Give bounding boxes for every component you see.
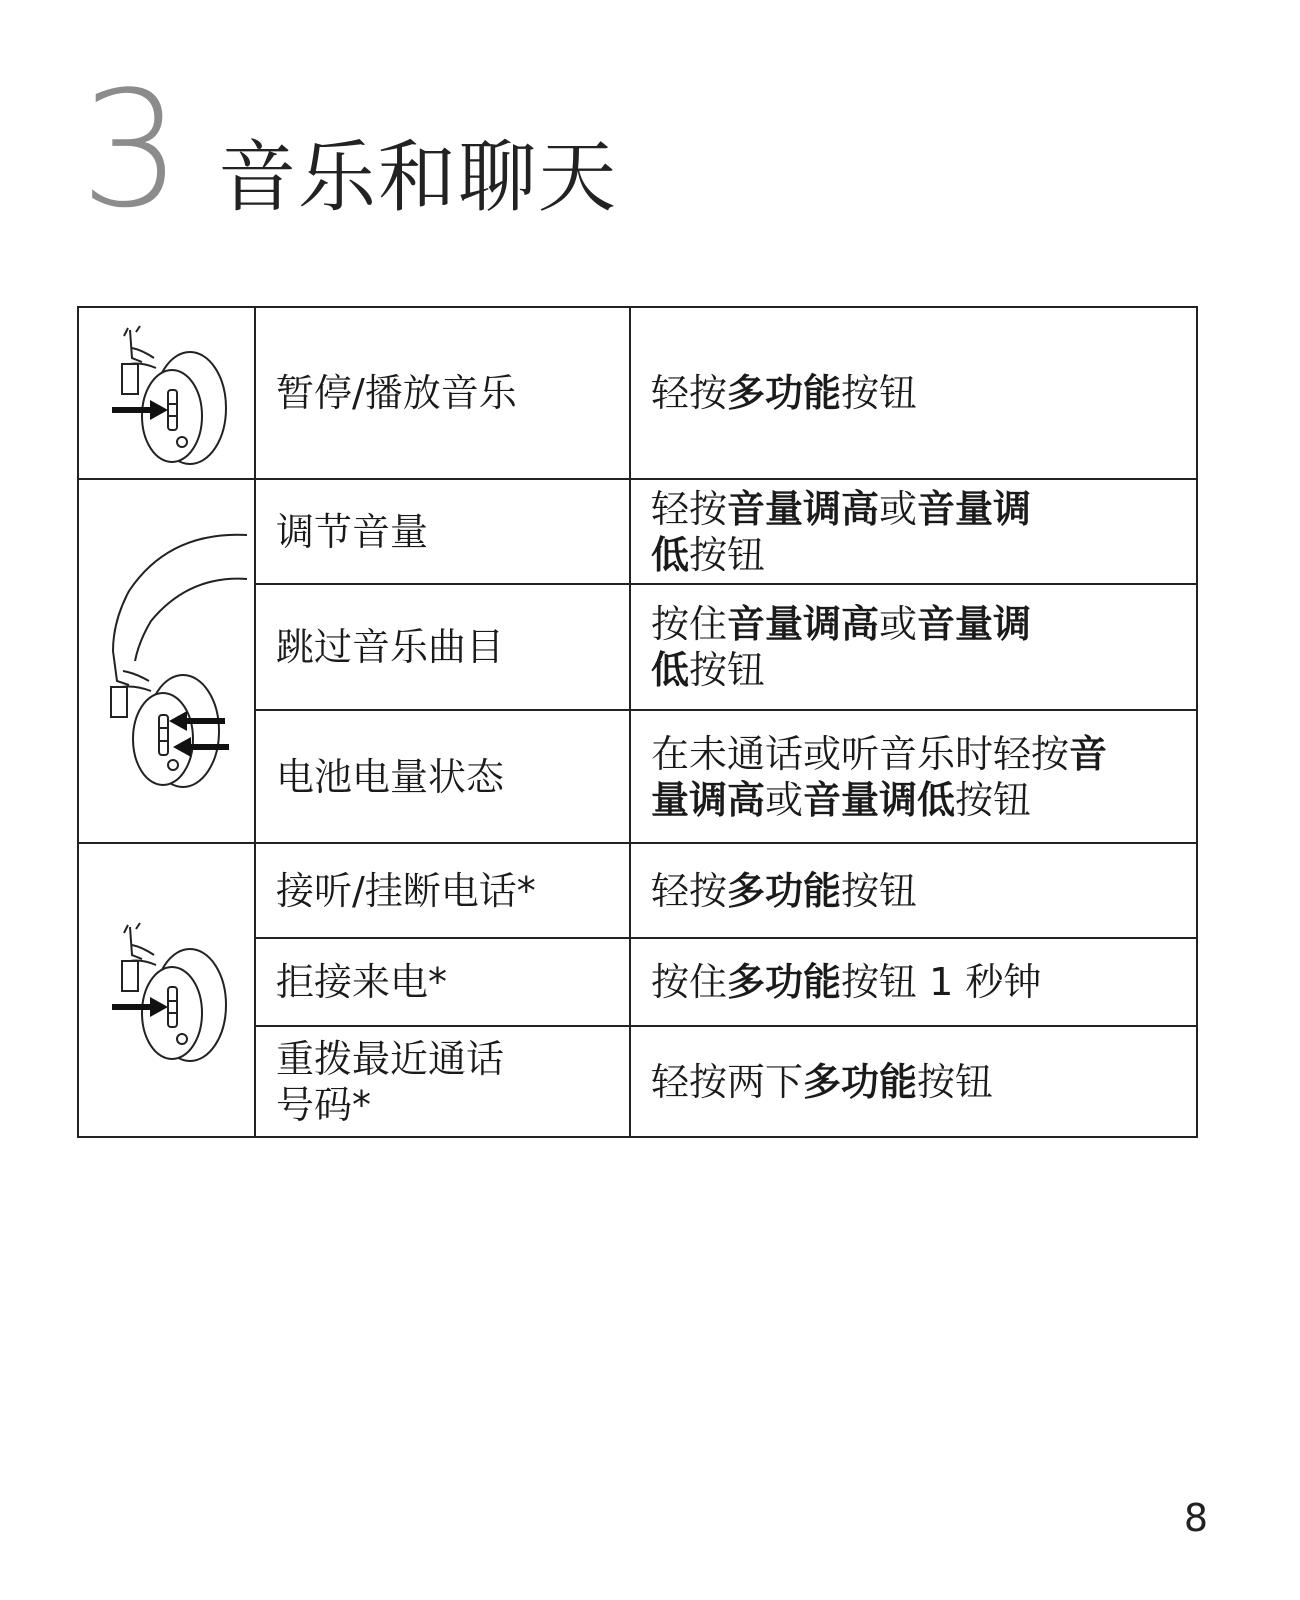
bold-term: 音量调 [917,486,1032,531]
illustration-call [78,843,255,1137]
text-segment: 按钮 [689,648,766,692]
text-segment: 按住 [651,602,728,646]
page-number: 8 [1183,1496,1208,1540]
bold-term: 音量调 [917,602,1032,646]
how-cell [630,307,1197,479]
headphone-volume-icon [99,521,249,801]
action-line: 号码* [276,1082,372,1127]
bold-term: 多功能 [803,1059,918,1104]
bold-term: 低 [651,648,690,692]
illustration-volume [78,479,255,843]
table-row [78,307,1197,479]
bold-term: 多功能 [727,371,842,415]
action-cell: 电池电量状态 [255,710,630,843]
how-cell [630,710,1197,843]
action-cell: 跳过音乐曲目 [255,584,630,710]
text-segment: 按住 [651,960,728,1004]
text-segment: 轻按两下 [651,1059,804,1104]
how-cell [630,938,1197,1026]
text-segment: 轻按 [651,371,728,415]
text-segment: 按钮 [955,777,1032,822]
text-segment: 按钮 1 秒钟 [841,960,1042,1004]
text-segment: 按钮 [841,868,918,913]
how-cell [630,584,1197,710]
text-segment: 轻按 [651,868,728,913]
text-segment: 按钮 [841,371,918,415]
text-segment: 或 [765,777,804,822]
headphone-call-icon [102,915,232,1065]
headphone-multifunction-icon [102,318,232,468]
action-line: 重拨最近通话 [276,1036,505,1081]
action-cell: 调节音量 [255,479,630,584]
action-cell: 暂停/播放音乐 [255,307,630,479]
text-segment: 轻按 [651,486,728,531]
action-cell [255,1026,630,1137]
bold-term: 音量调高 [727,602,880,646]
bold-term: 音量调低 [803,777,956,822]
bold-term: 量调高 [651,777,766,822]
text-segment: 或 [879,602,918,646]
bold-term: 多功能 [727,868,842,913]
illustration-multifunction [78,307,255,479]
text-segment: 或 [879,486,918,531]
bold-term: 音 [1069,731,1108,776]
text-segment: 在未通话或听音乐时轻按 [651,731,1070,776]
text-segment: 按钮 [917,1059,994,1104]
controls-table [77,306,1198,1138]
action-cell: 拒接来电* [255,938,630,1026]
bold-term: 低 [651,532,690,577]
bold-term: 多功能 [727,960,842,1004]
bold-term: 音量调高 [727,486,880,531]
chapter-title: 音乐和聊天 [218,133,619,223]
text-segment: 按钮 [689,532,766,577]
how-cell [630,479,1197,584]
table-row [78,479,1197,584]
chapter-number: 3 [80,56,182,243]
how-cell [630,843,1197,938]
table-row [78,843,1197,938]
action-cell: 接听/挂断电话* [255,843,630,938]
how-cell [630,1026,1197,1137]
